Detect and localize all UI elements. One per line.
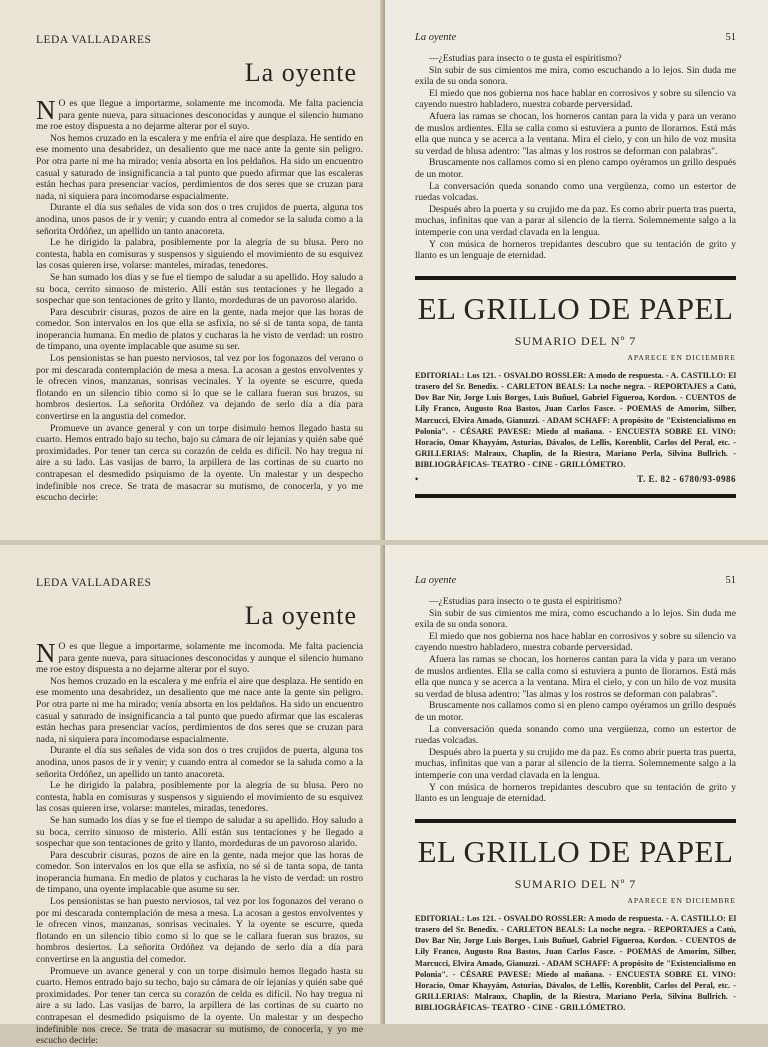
paragraph: Los pensionistas se han puesto nerviosos, tal vez por los fogonazos del verano o por mi descarada contemplación de mesa a mesa. La acosan a gestos envolventes y le ofrecen vinos, manzanas, sonrisas vecinales. Y la oyente se escurre, queda flotando en un silencio tibio como si lo que se le callara fueran sus brazos, su hombros desiertos. La señorita Ordóñez va dejando de serlo día a día para convertirse en la angustia del comedor. — [36, 896, 363, 966]
paragraph: Bruscamente nos callamos como si en pleno campo oyéramos un grillo después de un motor. — [415, 157, 736, 180]
story-body — [36, 95, 363, 504]
sumario-heading: SUMARIO DEL Nº 7 — [514, 876, 637, 891]
paragraph: La conversación queda sonando como una vergüenza, como un estertor de ruedas volcadas. — [415, 180, 736, 204]
running-head — [415, 32, 736, 43]
bottom-rule — [415, 494, 736, 498]
bullet-icon: • — [415, 473, 419, 484]
issue-contents: EDITORIAL: Los 121. - OSVALDO ROSSLER: A modo de respuesta. - A. CASTILLO: El trasero del Sr. Benedix. - CARLETON BEALS: La noche negra. - REPORTAJES a Catú, Dov Bar Nir, Jorge Luis Borges, Luis Buñuel, Gabriel Figueroa, Kordon. - CUENTOS de Lily Franco, Augusto Roa Bastos, Juan Carlos Fasce. - POEMAS de Amorim, Silber, Marcucci, Elvira Amado, Gianuzzi. - ADAM SCHAFF: A propósito de "Existencialismo en Polonia". - CÉSARE PAVESE: Miedo al mañana. - ENCUESTA SOBRE EL VINO: Horacio, Omar Khayyám, Asturias, Dávalos, de Lellis, Korenblit, Carlos del Peral, etc. - GRILLERIAS: Malraux, Chaplin, de la Riestra, Mariano Perla, Silvina Bullrich. - BIBLIOGRÁFICAS- TEATRO - CINE - GRILLÓMETRO. — [415, 370, 736, 470]
paragraph: Para descubrir cisuras, pozos de aire en la gente, nada mejor que las horas de comedor. Son intervalos en los que ella se asfixia, no sé si de tanta sopa, de tanta inoperancia humana. En medio de platos y cucharas la he visto de verdad: un rostro de tímpano, una oyente implacable que asume su ser. — [36, 306, 363, 353]
story-title: La oyente — [244, 58, 357, 87]
paragraph: Los pensionistas se han puesto nerviosos, tal vez por los fogonazos del verano o por mi descarada contemplación de mesa a mesa. La acosan a gestos envolventes y le ofrecen vinos, manzanas, sonrisas vecinales. Y la oyente se escurre, queda flotando en un silencio tibio como si lo que se le callara fueran sus brazos, su hombros desiertos. La señorita Ordóñez va dejando de serlo día a día para convertirse en la angustia del comedor. — [36, 353, 363, 423]
drop-cap: N — [36, 638, 56, 668]
paragraph: Y con música de horneros trepidantes descubro que su tentación de grito y llanto es un lenguaje de eternidad. — [415, 238, 736, 262]
page-number: 51 — [725, 575, 736, 586]
paragraph: Afuera las ramas se chocan, los horneros cantan para la vida y para un verano de muslos ardientes. Ella se calla como si estuviera a punto de llorarnos. Está más ella que nunca y se acerca a la ventana. Mira el cielo, y con un hilo de voz musita su verdad de blusa adentro: "las almas y los rostros se deforman con palabras". — [415, 110, 736, 157]
paragraph: Durante el día sus señales de vida son dos o tres crujidos de puerta, alguna tos anodina, unos pasos de ir y venir; y cuando entra al comedor se la saluda como a la señorita Ordóñez, un apellido un tanto anacoreta. — [36, 202, 363, 237]
sumario-heading: SUMARIO DEL Nº 7 — [514, 333, 637, 348]
paragraph: Bruscamente nos callamos como si en pleno campo oyéramos un grillo después de un motor. — [415, 700, 736, 723]
magazine-title: EL GRILLO DE PAPEL — [417, 290, 734, 326]
paragraph: Para descubrir cisuras, pozos de aire en la gente, nada mejor que las horas de comedor. Son intervalos en los que ella se asfixia, no sé si de tanta sopa, de tanta inoperancia humana. En medio de platos y cucharas la he visto de verdad: un rostro de tímpano, una oyente implacable que asume su ser. — [36, 849, 363, 896]
paragraph: Le he dirigido la palabra, posiblemente por la alegría de su blusa. Pero no contesta, habla en comisuras y suspensos y siguiendo el movimiento de su esquivez las cosas quieren irse, volarse: manteles, miradas, tenedores. — [36, 780, 363, 815]
divider-rule — [415, 276, 736, 280]
right-page — [385, 0, 768, 540]
paragraph: Se han sumado los días y se fue el tiempo de saludar a su apellido. Hoy saludo a su boca, cerrito sinuoso de misterio. Allí están sus tentaciones y he llegado a sospechar que son tentaciones de grito y llanto, mordeduras de un pavoroso alarido. — [36, 271, 363, 307]
divider-rule — [415, 819, 736, 823]
right-page — [385, 545, 768, 1024]
paragraph: Durante el día sus señales de vida son dos o tres crujidos de puerta, alguna tos anodina, unos pasos de ir y venir; y cuando entra al comedor se la saluda como a la señorita Ordóñez, un apellido un tanto anacoreta. — [36, 745, 363, 780]
paragraph: Promueve un avance general y con un torpe disimulo hemos llegado hasta su cuarto. Hemos entrado bajo su techo, bajo su cámara de oír lejanías y quién sabe qué proximidades. Por tener tan cerca su corazón de celda es difícil. No hay tregua ni aire a su lado. Las vasijas de barro, la arpillera de las cortinas de su cuarto no contrapesan el desmedido psiquismo de la oyente. Un malestar y un despecho indefinible nos crece. Se trata de masacrar su mutismo, de conocerla, y yo me escucho decirle: — [36, 965, 363, 1047]
drop-cap: N — [36, 95, 56, 125]
running-title: La oyente — [415, 575, 457, 586]
paragraph: Sin subir de sus cimientos me mira, como escuchando a lo lejos. Sin duda me exila de su onda sonora. — [415, 607, 736, 631]
paragraph: Se han sumado los días y se fue el tiempo de saludar a su apellido. Hoy saludo a su boca, cerrito sinuoso de misterio. Allí están sus tentaciones y he llegado a sospechar que son tentaciones de grito y llanto, mordeduras de un pavoroso alarido. — [36, 814, 363, 850]
story-body — [36, 638, 363, 1047]
paragraph: Afuera las ramas se chocan, los horneros cantan para la vida y para un verano de muslos ardientes. Ella se calla como si estuviera a punto de llorarnos. Está más ella que nunca y se acerca a la ventana. Mira el cielo, y con un hilo de voz musita su verdad de blusa adentro: "las almas y los rostros se deforman con palabras". — [415, 653, 736, 700]
release-note: APARECE EN DICIEMBRE — [627, 895, 736, 905]
paragraph: Después abro la puerta y su crujido me da paz. Es como abrir puerta tras puerta, muchas, infinitas que van a parar al silencio de la tierra. Solemnemente salgo a la intemperie con una verdad clavada en la lengua. — [415, 203, 736, 238]
spread-bottom — [0, 545, 768, 1047]
paragraph: —¿Estudias para insecto o te gusta el espiritismo? — [429, 53, 622, 64]
release-note: APARECE EN DICIEMBRE — [627, 352, 736, 362]
paragraph: Y con música de horneros trepidantes descubro que su tentación de grito y llanto es un lenguaje de eternidad. — [415, 781, 736, 805]
paragraph: El miedo que nos gobierna nos hace hablar en corrosivos y sobre su silencio va cayendo nuestro habladero, nuestra cobarde perversidad. — [415, 87, 736, 111]
page-number: 51 — [725, 32, 736, 43]
author-name: LEDA VALLADARES — [36, 34, 152, 46]
phone-line — [415, 474, 736, 484]
magazine-title: EL GRILLO DE PAPEL — [417, 833, 734, 869]
paragraph: Nos hemos cruzado en la escalera y me enfría el aire que desplaza. He sentido en ese momento una desabridez, un desaliento que me nace ante la gente sin peligro. Por otra parte ni me ha mirado; venía absorta en los peldaños. Ha sido un encuentro casual y saturado de insignificancia a tal punto que puedo afirmar que las escaleras están hechas para presenciar vacíos, perdimientos de dos seres que se cruzan para nada, ni siquiera para incomodarse espacialmente. — [36, 675, 363, 745]
running-title: La oyente — [415, 32, 457, 43]
author-name: LEDA VALLADARES — [36, 577, 152, 589]
first-paragraph: N O es que llegue a importarme, solamente me incomoda. Me falta paciencia para gente nueva, para situaciones desconocidas y aunque el silencio humano me roe estoy dispuesta a no dejarme alterar por el suyo. — [36, 638, 363, 676]
paragraph: Promueve un avance general y con un torpe disimulo hemos llegado hasta su cuarto. Hemos entrado bajo su techo, bajo su cámara de oír lejanías y quién sabe qué proximidades. Por tener tan cerca su corazón de celda es difícil. No hay tregua ni aire a su lado. Las vasijas de barro, la arpillera de las cortinas de su cuarto no contrapesan el desmedido psiquismo de la oyente. Un malestar y un despecho indefinible nos crece. Se trata de masacrar su mutismo, de conocerla, y yo me escucho decirle: — [36, 422, 363, 504]
paragraph: Le he dirigido la palabra, posiblemente por la alegría de su blusa. Pero no contesta, habla en comisuras y suspensos y siguiendo el movimiento de su esquivez las cosas quieren irse, volarse: manteles, miradas, tenedores. — [36, 237, 363, 272]
paragraph: Nos hemos cruzado en la escalera y me enfría el aire que desplaza. He sentido en ese momento una desabridez, un desaliento que me nace ante la gente sin peligro. Por otra parte ni me ha mirado; venía absorta en los peldaños. Ha sido un encuentro casual y saturado de insignificancia a tal punto que puedo afirmar que las escaleras están hechas para presenciar vacíos, perdimientos de dos seres que se cruzan para nada, ni siquiera para incomodarse espacialmente. — [36, 132, 363, 202]
paragraph: La conversación queda sonando como una vergüenza, como un estertor de ruedas volcadas. — [415, 723, 736, 747]
story-continuation — [415, 53, 736, 262]
running-head — [415, 575, 736, 586]
paragraph: Después abro la puerta y su crujido me da paz. Es como abrir puerta tras puerta, muchas, infinitas que van a parar al silencio de la tierra. Solemnemente salgo a la intemperie con una verdad clavada en la lengua. — [415, 746, 736, 781]
story-title: La oyente — [244, 601, 357, 630]
paragraph: Sin subir de sus cimientos me mira, como escuchando a lo lejos. Sin duda me exila de su onda sonora. — [415, 64, 736, 88]
paragraph: —¿Estudias para insecto o te gusta el espiritismo? — [429, 596, 622, 607]
paragraph: El miedo que nos gobierna nos hace hablar en corrosivos y sobre su silencio va cayendo nuestro habladero, nuestra cobarde perversidad. — [415, 630, 736, 654]
story-continuation — [415, 596, 736, 805]
left-page — [0, 0, 385, 540]
left-page — [0, 545, 385, 1047]
phone-number: T. E. 82 - 6780/93-0986 — [637, 473, 736, 484]
first-paragraph: N O es que llegue a importarme, solamente me incomoda. Me falta paciencia para gente nueva, para situaciones desconocidas y aunque el silencio humano me roe estoy dispuesta a no dejarme alterar por el suyo. — [36, 95, 363, 133]
issue-contents: EDITORIAL: Los 121. - OSVALDO ROSSLER: A modo de respuesta. - A. CASTILLO: El trasero del Sr. Benedix. - CARLETON BEALS: La noche negra. - REPORTAJES a Catú, Dov Bar Nir, Jorge Luis Borges, Luis Buñuel, Gabriel Figueroa, Kordon. - CUENTOS de Lily Franco, Augusto Roa Bastos, Juan Carlos Fasce. - POEMAS de Amorim, Silber, Marcucci, Elvira Amado, Gianuzzi. - ADAM SCHAFF: A propósito de "Existencialismo en Polonia". - CÉSARE PAVESE: Miedo al mañana. - ENCUESTA SOBRE EL VINO: Horacio, Omar Khayyám, Asturias, Dávalos, de Lellis, Korenblit, Carlos del Peral, etc. - GRILLERIAS: Malraux, Chaplin, de la Riestra, Mariano Perla, Silvina Bullrich. - BIBLIOGRÁFICAS- TEATRO - CINE - GRILLÓMETRO. — [415, 913, 736, 1013]
